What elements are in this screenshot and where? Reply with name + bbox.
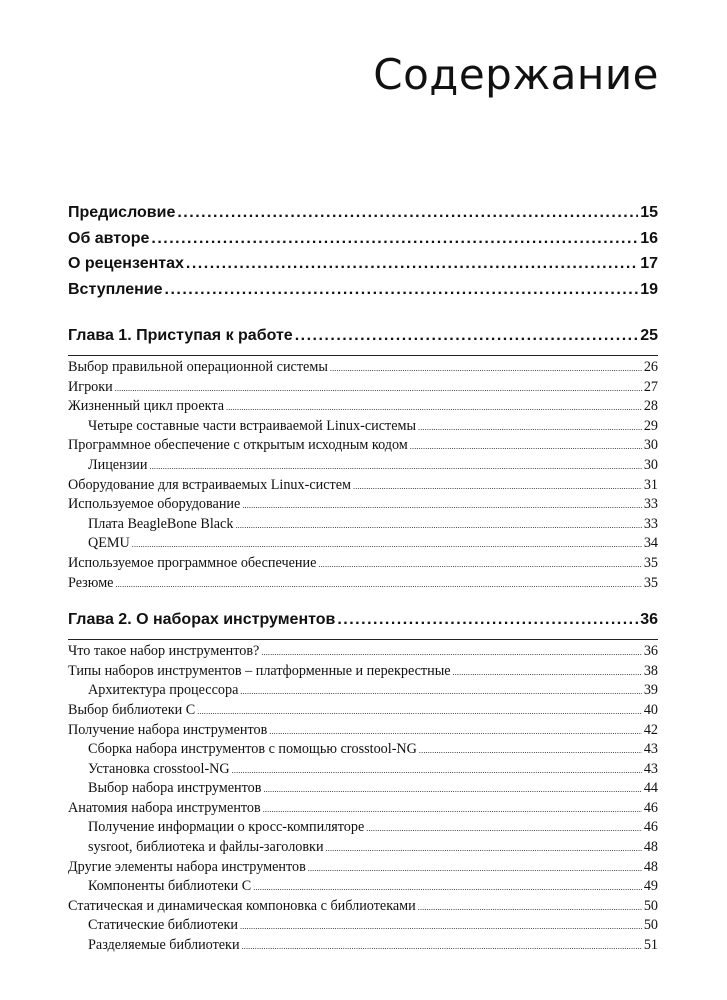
dot-leader — [151, 230, 638, 248]
toc-front-row[interactable] — [68, 281, 658, 307]
toc-entry-title: Предисловие — [68, 204, 176, 221]
toc-page-number: 48 — [643, 839, 658, 856]
dot-leader — [226, 403, 642, 412]
toc-entry-title: Выбор правильной операционной системы — [68, 359, 328, 375]
dot-leader — [242, 501, 642, 510]
toc-page-number: 43 — [643, 760, 658, 777]
toc-page-number: 40 — [643, 701, 658, 718]
toc-page-number: 44 — [643, 780, 658, 797]
toc-page-number: 19 — [640, 280, 658, 298]
toc-entry-title: Жизненный цикл проекта — [68, 398, 224, 415]
toc-subentry[interactable] — [68, 917, 658, 937]
dot-leader — [197, 707, 642, 716]
toc-entry-title: Используемое оборудование — [68, 496, 241, 513]
toc-entry-title: Получение набора инструментов — [68, 721, 268, 738]
toc-front-row[interactable] — [68, 255, 658, 281]
toc-subentry[interactable] — [68, 839, 658, 859]
dot-leader — [418, 903, 642, 912]
toc-subentry[interactable] — [68, 457, 658, 477]
dot-leader — [418, 423, 642, 432]
toc-entry-title: Анатомия набора инструментов — [68, 799, 261, 816]
dot-leader — [253, 883, 642, 892]
toc-entry[interactable] — [68, 359, 658, 379]
toc-page-number: 39 — [643, 682, 658, 699]
dot-leader — [235, 521, 641, 530]
dot-leader — [453, 668, 642, 677]
toc-entry-title: Выбор библиотеки C — [68, 701, 196, 718]
toc-page-number: 30 — [643, 437, 658, 454]
toc-entry-title: Игроки — [68, 378, 113, 395]
toc-page-number: 30 — [643, 456, 658, 473]
toc-entry[interactable] — [68, 437, 658, 457]
toc-entry-title: Вступление — [68, 280, 163, 298]
toc-page-number: 16 — [640, 229, 658, 247]
toc-entry[interactable] — [68, 800, 658, 820]
toc-entry[interactable] — [68, 663, 658, 683]
toc-page-number: 26 — [643, 359, 658, 375]
toc-chapter-heading[interactable] — [68, 611, 658, 640]
toc-entry[interactable] — [68, 898, 658, 918]
toc-chapter-heading[interactable] — [68, 327, 658, 356]
toc-entry-title: Программное обеспечение с открытым исходным кодом — [68, 437, 408, 454]
toc-page-number: 43 — [643, 741, 658, 758]
toc-entry[interactable] — [68, 575, 658, 595]
dot-leader — [240, 687, 641, 696]
toc-subentry[interactable] — [68, 780, 658, 800]
dot-leader — [242, 942, 642, 951]
toc-subentry[interactable] — [68, 682, 658, 702]
toc-page-number: 33 — [643, 496, 658, 513]
dot-leader — [318, 560, 641, 569]
toc-entry[interactable] — [68, 643, 658, 663]
toc-entry[interactable] — [68, 555, 658, 575]
toc-subentry[interactable] — [68, 741, 658, 761]
toc-entry-title: Получение информации о кросс-компиляторе — [88, 819, 365, 836]
toc-page-number: 28 — [643, 398, 658, 415]
chapter-title: Глава 2. О наборах инструментов — [68, 611, 336, 629]
dot-leader — [240, 922, 642, 931]
toc-entry-title: Выбор набора инструментов — [88, 780, 262, 797]
dot-leader — [366, 824, 642, 833]
toc-entry-title: Об авторе — [68, 229, 150, 247]
chapter-page-number: 36 — [640, 611, 658, 629]
toc-entry-title: Типы наборов инструментов – платформенные и перекрестные — [68, 662, 451, 679]
toc-subentry[interactable] — [68, 418, 658, 438]
toc-page-number: 36 — [643, 643, 658, 660]
dot-leader — [337, 611, 638, 629]
toc-entry-title: Плата BeagleBone Black — [88, 515, 234, 532]
toc-subentry[interactable] — [68, 819, 658, 839]
dot-leader — [261, 648, 642, 657]
toc-entry[interactable] — [68, 379, 658, 399]
dot-leader — [186, 255, 638, 273]
dot-leader — [263, 785, 641, 794]
toc-entry[interactable] — [68, 722, 658, 742]
toc-entry-title: sysroot, библиотека и файлы-заголовки — [88, 839, 324, 856]
toc-entry[interactable] — [68, 477, 658, 497]
toc-page-number: 15 — [640, 204, 658, 221]
toc-entry-title: Другие элементы набора инструментов — [68, 858, 306, 875]
dot-leader — [419, 746, 642, 755]
toc-entry[interactable] — [68, 398, 658, 418]
dot-leader — [353, 482, 642, 491]
toc-page-number: 48 — [643, 858, 658, 875]
toc-page-number: 35 — [643, 574, 658, 591]
toc-page-number: 46 — [643, 819, 658, 836]
toc-entry-title: Сборка набора инструментов с помощью crosstool-NG — [88, 741, 417, 758]
page-title: Содержание — [373, 50, 659, 99]
dot-leader — [330, 364, 642, 373]
dot-leader — [269, 727, 642, 736]
toc-entry[interactable] — [68, 859, 658, 879]
dot-leader — [150, 462, 642, 471]
toc-page-number: 49 — [643, 878, 658, 895]
toc-subentry[interactable] — [68, 535, 658, 555]
toc-entry-title: О рецензентах — [68, 255, 184, 272]
toc-page-number: 50 — [643, 897, 658, 914]
dot-leader — [308, 864, 642, 873]
toc-entry-title: Разделяемые библиотеки — [88, 937, 240, 954]
toc-entry-title: Используемое программное обеспечение — [68, 554, 317, 571]
toc-subentry[interactable] — [68, 878, 658, 898]
toc-entry[interactable] — [68, 496, 658, 516]
toc-page-number: 42 — [643, 721, 658, 738]
toc-page-number: 35 — [643, 554, 658, 571]
toc-entry-title: Статические библиотеки — [88, 917, 239, 934]
dot-leader — [326, 844, 642, 853]
toc-page-number: 38 — [643, 662, 658, 679]
dot-leader — [410, 442, 642, 451]
toc-page-number: 31 — [643, 476, 658, 493]
toc-front-row[interactable] — [68, 230, 658, 256]
toc-entry-title: Статическая и динамическая компоновка с библиотеками — [68, 897, 416, 914]
toc-entry-title: Резюме — [68, 574, 114, 591]
chapter-title: Глава 1. Приступая к работе — [68, 327, 293, 344]
toc-page-number: 17 — [640, 255, 658, 272]
toc-page-number: 46 — [643, 799, 658, 816]
dot-leader — [115, 384, 642, 393]
toc-page-number: 33 — [643, 515, 658, 532]
toc-subentry[interactable] — [68, 516, 658, 536]
toc-entry-title: Лицензии — [88, 456, 148, 473]
dot-leader — [295, 327, 639, 345]
table-of-contents — [68, 204, 658, 957]
toc-subentry[interactable] — [68, 937, 658, 957]
dot-leader — [132, 540, 642, 549]
toc-front-row[interactable] — [68, 204, 658, 230]
toc-entry-title: Четыре составные части встраиваемой Linux-системы — [88, 417, 417, 434]
toc-entry-title: Компоненты библиотеки C — [88, 878, 252, 895]
toc-entry-title: QEMU — [88, 535, 130, 552]
toc-subentry[interactable] — [68, 761, 658, 781]
toc-entry-title: Что такое набор инструментов? — [68, 643, 260, 660]
chapter-page-number: 25 — [640, 327, 658, 344]
dot-leader — [263, 805, 642, 814]
toc-page-number: 51 — [643, 937, 658, 954]
dot-leader — [177, 204, 638, 222]
toc-page-number: 50 — [643, 917, 658, 934]
toc-entry[interactable] — [68, 702, 658, 722]
toc-page-number: 29 — [643, 417, 658, 434]
toc-entry-title: Архитектура процессора — [88, 682, 239, 699]
toc-page-number: 34 — [643, 535, 658, 552]
toc-entry-title: Оборудование для встраиваемых Linux-систем — [68, 476, 351, 493]
toc-page-number: 27 — [643, 378, 658, 395]
toc-entry-title: Установка crosstool-NG — [88, 760, 230, 777]
dot-leader — [232, 766, 642, 775]
dot-leader — [115, 580, 641, 589]
dot-leader — [165, 281, 639, 299]
